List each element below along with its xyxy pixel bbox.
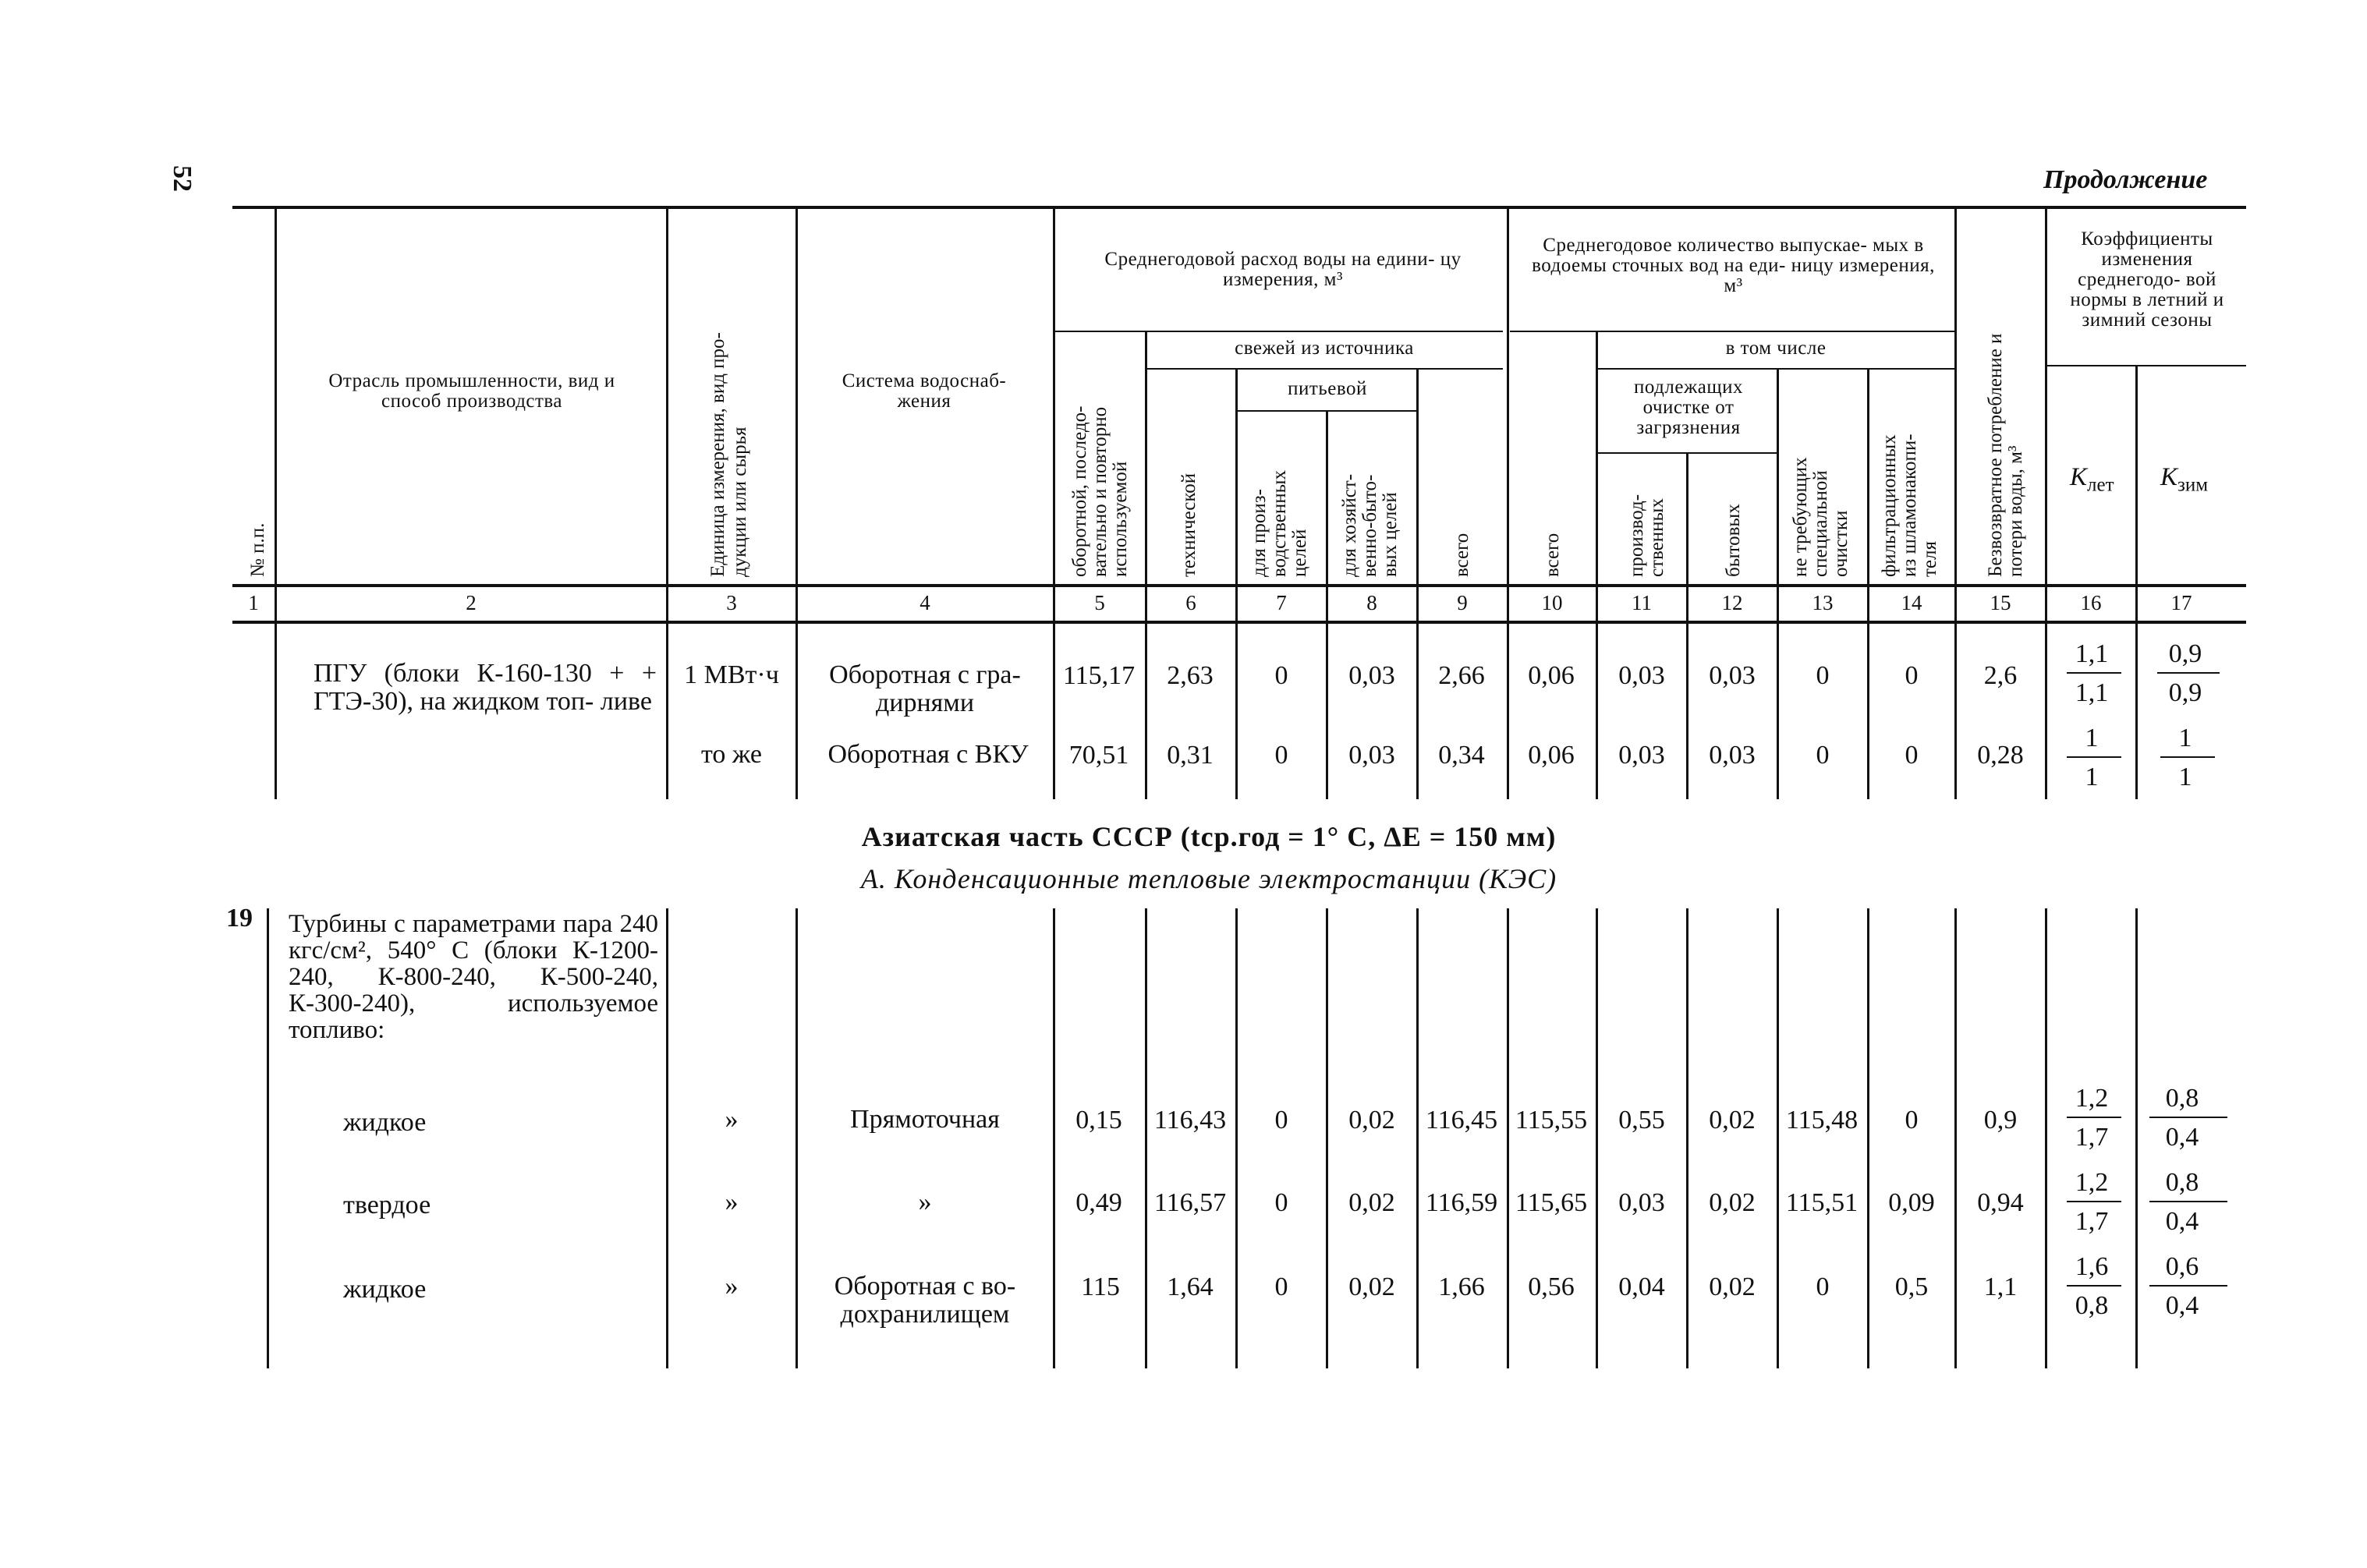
- colnum-17: 17: [2170, 591, 2192, 614]
- vline-1: [275, 207, 277, 624]
- b1-r2-system: Оборотная с ВКУ: [827, 740, 1029, 769]
- b2-r1-v5: 0,15: [1075, 1106, 1122, 1134]
- header-group3: Коэффициенты изменения среднегодо- вой нормы в летний и зимний сезоны: [2070, 228, 2224, 331]
- b2-r3-k-summer-bottom: 0,8: [2075, 1291, 2109, 1320]
- header-group1: Среднегодовой расход воды на едини- цу измерения, м³: [1104, 249, 1462, 290]
- b2-r2-k-winter-top: 0,8: [2165, 1168, 2199, 1197]
- b2-r2-v13: 115,51: [1785, 1188, 1859, 1217]
- b1-r2-v15: 0,28: [1977, 741, 2024, 770]
- header-col11b: ственных: [1646, 498, 1667, 577]
- header-clean: подлежащих очистке от загрязнения: [1634, 377, 1743, 438]
- b1-r2-k-summer-top: 1: [2085, 724, 2099, 752]
- header-col8a: для хозяйст-: [1339, 473, 1360, 577]
- b1-vline-9: [1507, 624, 1509, 799]
- b2-r3-v14: 0,5: [1894, 1272, 1929, 1301]
- header-col14a: фильтрационных: [1879, 434, 1900, 577]
- b1-r2-v10: 0,06: [1528, 741, 1575, 770]
- b1-r1-v12: 0,03: [1709, 661, 1756, 690]
- header-col8c: вых целей: [1380, 492, 1401, 577]
- header-col5b: вательно и повторно: [1090, 406, 1111, 577]
- b2-vline-3: [795, 908, 798, 1368]
- colnum-13: 13: [1812, 591, 1834, 614]
- header-k-winter: $K_{зим}$: [2160, 463, 2209, 496]
- vline-5: [1145, 331, 1147, 624]
- b2-r1-v9: 116,45: [1425, 1106, 1498, 1134]
- b1-r1-unit: 1 МВт·ч: [684, 660, 779, 689]
- header-col3a: Единица измерения, вид про-: [707, 332, 728, 577]
- b1-r1-k-winter-bottom: 0,9: [2168, 678, 2202, 707]
- header-col5c: используемой: [1110, 461, 1131, 577]
- header-k-summer: $K_{лет}$: [2070, 463, 2114, 496]
- colnum-8: 8: [1366, 591, 1377, 614]
- b2-r1-unit: »: [725, 1105, 739, 1134]
- header-col7a: для произ-: [1249, 489, 1270, 577]
- b1-r2-k-winter-bar: [2160, 756, 2215, 758]
- b2-vline-1: [267, 908, 269, 1368]
- b2-r1-k-summer-bar: [2067, 1117, 2121, 1118]
- b2-r1-k-winter-bottom: 0,4: [2165, 1123, 2199, 1152]
- b1-vline-7: [1326, 624, 1328, 799]
- colnum-3: 3: [726, 591, 737, 614]
- header-group2: Среднегодовое количество выпускае- мых в водоемы сточных вод на еди- ницу измерения, м³: [1532, 235, 1935, 296]
- b2-vline-15: [2045, 908, 2047, 1368]
- b1-vline-12: [1777, 624, 1779, 799]
- b2-r3-v13: 0: [1816, 1272, 1830, 1301]
- vline-3: [795, 207, 798, 624]
- b2-r1-system: Прямоточная: [850, 1105, 1000, 1134]
- header-col1: № п.п.: [247, 522, 268, 577]
- header-col9: всего: [1451, 533, 1472, 577]
- b1-vline-10: [1596, 624, 1598, 799]
- header-col3b: дукции или сырья: [729, 427, 750, 577]
- b2-r2-v12: 0,02: [1709, 1188, 1756, 1217]
- b1-vline-14: [1954, 624, 1957, 799]
- b1-r1-v15: 2,6: [1983, 661, 2018, 690]
- b2-r2-v5: 0,49: [1075, 1188, 1122, 1217]
- b1-vline-16: [2135, 624, 2138, 799]
- header-col8b: венно-быто-: [1359, 474, 1380, 577]
- vline-2: [666, 207, 668, 624]
- b1-r2-k-summer-bottom: 1: [2085, 763, 2099, 791]
- b1-r1-system: Оборотная с гра- дирнями: [829, 660, 1021, 717]
- b2-r2-v9: 116,59: [1425, 1188, 1498, 1217]
- b2-r3-v10: 0,56: [1528, 1272, 1575, 1301]
- b2-r1-k-summer-bottom: 1,7: [2075, 1123, 2109, 1152]
- section-title: Азиатская часть СССР (tср.год = 1° С, ΔE = 150 мм): [861, 821, 1557, 852]
- b1-r1-v10: 0,06: [1528, 661, 1575, 690]
- b2-r1-v10: 115,55: [1515, 1106, 1588, 1134]
- b2-r2-v6: 116,57: [1153, 1188, 1227, 1217]
- b2-vline-16: [2135, 908, 2138, 1368]
- b1-r1-v5: 115,17: [1062, 661, 1136, 690]
- b2-r3-v8: 0,02: [1348, 1272, 1395, 1301]
- b1-vline-15: [2045, 624, 2047, 799]
- b1-r1-v13: 0: [1816, 661, 1830, 690]
- b2-r2-v10: 115,65: [1515, 1188, 1588, 1217]
- colnum-11: 11: [1632, 591, 1652, 614]
- colnum-15: 15: [1990, 591, 2011, 614]
- header-bottom-rule: [232, 584, 2246, 587]
- b1-r1-k-summer-bar: [2067, 672, 2121, 674]
- b1-r1-v9: 2,66: [1438, 661, 1485, 690]
- vline-16: [2135, 365, 2138, 624]
- g1sub-rule: [1146, 368, 1503, 370]
- table-top-rule: [232, 206, 2246, 209]
- b2-r3-k-winter-bottom: 0,4: [2165, 1291, 2199, 1320]
- b2-r2-unit: »: [725, 1188, 739, 1216]
- b1-r2-v13: 0: [1816, 741, 1830, 770]
- b2-name: Турбины с параметрами пара 240 кгс/см², 540° С (блоки К-1200-240, К-800-240, К-500-240, К-300-240), используемое топливо:: [289, 910, 658, 1044]
- b2-r1-k-winter-top: 0,8: [2165, 1084, 2199, 1113]
- header-col11a: производ-: [1626, 494, 1647, 577]
- b2-r2-k-winter-bottom: 0,4: [2165, 1207, 2199, 1236]
- vline-9: [1507, 207, 1509, 624]
- b1-r1-k-summer-bottom: 1,1: [2075, 678, 2109, 707]
- colnum-14: 14: [1901, 591, 1922, 614]
- vline-13: [1867, 368, 1869, 624]
- header-group1-sub: свежей из источника: [1235, 338, 1414, 359]
- colnum-4: 4: [920, 591, 930, 614]
- header-group2-sub: в том числе: [1725, 338, 1827, 359]
- b2-r1-k-summer-top: 1,2: [2075, 1084, 2109, 1113]
- page-number: 52: [168, 165, 197, 192]
- colnum-12: 12: [1721, 591, 1743, 614]
- b2-r2-k-winter-bar: [2149, 1201, 2227, 1202]
- b2-r2-v15: 0,94: [1977, 1188, 2024, 1217]
- header-drinking: питьевой: [1288, 378, 1367, 399]
- numbers-bottom-rule: [232, 621, 2246, 624]
- b1-r2-v5: 70,51: [1068, 741, 1129, 770]
- b2-r2-k-summer-bottom: 1,7: [2075, 1207, 2109, 1236]
- g2-rule: [1510, 331, 1954, 332]
- b2-r1-v6: 116,43: [1153, 1106, 1227, 1134]
- continuation-label: Продолжение: [2043, 165, 2208, 194]
- b2-r1-v7: 0: [1274, 1106, 1288, 1134]
- b2-r1-v12: 0,02: [1709, 1106, 1756, 1134]
- b2-r1-v15: 0,9: [1983, 1106, 2018, 1134]
- b1-vline-3: [795, 624, 798, 799]
- b1-r2-unit: то же: [700, 740, 763, 769]
- vline-15: [2045, 207, 2047, 624]
- b2-r3-v6: 1,64: [1167, 1272, 1214, 1301]
- colnum-5: 5: [1094, 591, 1105, 614]
- b1-r2-v11: 0,03: [1618, 741, 1665, 770]
- g2sub-rule: [1597, 368, 1954, 370]
- b1-r1-k-summer-top: 1,1: [2075, 639, 2109, 668]
- b1-r2-k-winter-top: 1: [2178, 724, 2192, 752]
- b1-r2-v7: 0: [1274, 741, 1288, 770]
- b2-r2-k-summer-top: 1,2: [2075, 1168, 2109, 1197]
- b2-r2-fuel: твердое: [343, 1191, 431, 1219]
- g1-rule: [1054, 331, 1503, 332]
- header-col13c: очистки: [1830, 510, 1851, 577]
- vline-6: [1235, 368, 1238, 624]
- b2-r3-v7: 0: [1274, 1272, 1288, 1301]
- b2-r1-v8: 0,02: [1348, 1106, 1395, 1134]
- header-col2: Отрасль промышленности, вид и способ производства: [328, 370, 615, 412]
- b1-vline-4: [1053, 624, 1055, 799]
- b1-vline-11: [1686, 624, 1688, 799]
- b1-r2-k-winter-bottom: 1: [2178, 763, 2192, 791]
- b2-r3-system: Оборотная с во- дохранилищем: [834, 1272, 1016, 1329]
- section-subtitle: А. Конденсационные тепловые электростанции (КЭС): [860, 863, 1557, 894]
- vline-14: [1954, 207, 1957, 624]
- b2-r3-v12: 0,02: [1709, 1272, 1756, 1301]
- header-col15a: Безвозвратное потребление и: [1985, 333, 2006, 577]
- b2-r3-v15: 1,1: [1983, 1272, 2018, 1301]
- b2-r3-v5: 115: [1081, 1272, 1120, 1301]
- header-col13a: не требующих: [1790, 457, 1811, 577]
- header-col4: Система водоснаб- жения: [842, 370, 1007, 412]
- b2-r3-k-summer-bar: [2067, 1285, 2121, 1287]
- header-col12: бытовых: [1723, 504, 1744, 577]
- b1-vline-13: [1867, 624, 1869, 799]
- b1-vline-2: [666, 624, 668, 799]
- b1-r1-k-winter-top: 0,9: [2168, 639, 2202, 668]
- b2-r1-v14: 0: [1905, 1106, 1919, 1134]
- b2-r2-k-summer-bar: [2067, 1201, 2121, 1202]
- header-col7b: водственных: [1269, 470, 1290, 577]
- header-col6: технической: [1178, 473, 1199, 577]
- colnum-6: 6: [1185, 591, 1196, 614]
- header-col14b: из шламонакопи-: [1899, 434, 1920, 577]
- vline-4: [1053, 207, 1055, 624]
- header-col13b: специальной: [1810, 470, 1831, 577]
- b1-name: ПГУ (блоки К-160-130 + + ГТЭ-30), на жидком топ- ливе: [314, 659, 657, 716]
- b1-vline-8: [1416, 624, 1419, 799]
- header-col15b: потери воды, м³: [2005, 445, 2026, 577]
- b1-r1-v11: 0,03: [1618, 661, 1665, 690]
- header-col5a: оборотной, последо-: [1069, 405, 1090, 577]
- colnum-9: 9: [1457, 591, 1468, 614]
- colnum-2: 2: [466, 591, 477, 614]
- b2-r1-v13: 115,48: [1785, 1106, 1859, 1134]
- b1-r1-k-winter-bar: [2157, 672, 2220, 674]
- b1-vline-5: [1145, 624, 1147, 799]
- b1-r2-v9: 0,34: [1438, 741, 1485, 770]
- b2-r3-k-winter-bar: [2149, 1285, 2227, 1287]
- b1-vline-6: [1235, 624, 1238, 799]
- colnum-1: 1: [248, 591, 259, 614]
- b2-r3-v9: 1,66: [1438, 1272, 1485, 1301]
- b1-r2-v14: 0: [1905, 741, 1919, 770]
- b2-r1-v11: 0,55: [1618, 1106, 1665, 1134]
- vline-8: [1416, 368, 1419, 624]
- b1-r2-v6: 0,31: [1167, 741, 1214, 770]
- b1-r1-v6: 2,63: [1167, 661, 1214, 690]
- b1-r1-v7: 0: [1274, 661, 1288, 690]
- b2-r2-v8: 0,02: [1348, 1188, 1395, 1217]
- b1-r2-v8: 0,03: [1348, 741, 1395, 770]
- colnum-10: 10: [1541, 591, 1563, 614]
- vline-10: [1596, 331, 1598, 624]
- b1-r2-v12: 0,03: [1709, 741, 1756, 770]
- b2-vline-4: [1053, 908, 1055, 1368]
- b2-row-number: 19: [226, 904, 253, 933]
- b2-r1-k-winter-bar: [2149, 1117, 2227, 1118]
- header-col14c: теля: [1919, 541, 1940, 577]
- header-col7c: целей: [1289, 529, 1310, 577]
- header-col10: всего: [1542, 533, 1563, 577]
- b2-r3-k-winter-top: 0,6: [2165, 1252, 2199, 1281]
- colnum-7: 7: [1276, 591, 1287, 614]
- vline-12: [1777, 368, 1779, 624]
- b2-r2-v14: 0,09: [1888, 1188, 1935, 1217]
- b2-r2-system: »: [918, 1188, 932, 1216]
- b1-r1-v8: 0,03: [1348, 661, 1395, 690]
- b2-r1-fuel: жидкое: [343, 1108, 427, 1137]
- b2-r3-k-summer-top: 1,6: [2075, 1252, 2109, 1281]
- g3-rule: [2047, 365, 2246, 366]
- b2-r3-v11: 0,04: [1618, 1272, 1665, 1301]
- b1-r1-v14: 0: [1905, 661, 1919, 690]
- b1-r2-k-summer-bar: [2067, 756, 2121, 758]
- b2-r2-v11: 0,03: [1618, 1188, 1665, 1217]
- b1-vline-1: [275, 624, 277, 799]
- b2-r3-fuel: жидкое: [343, 1275, 427, 1304]
- colnum-16: 16: [2080, 591, 2102, 614]
- b2-r3-unit: »: [725, 1272, 739, 1301]
- b2-r2-v7: 0: [1274, 1188, 1288, 1217]
